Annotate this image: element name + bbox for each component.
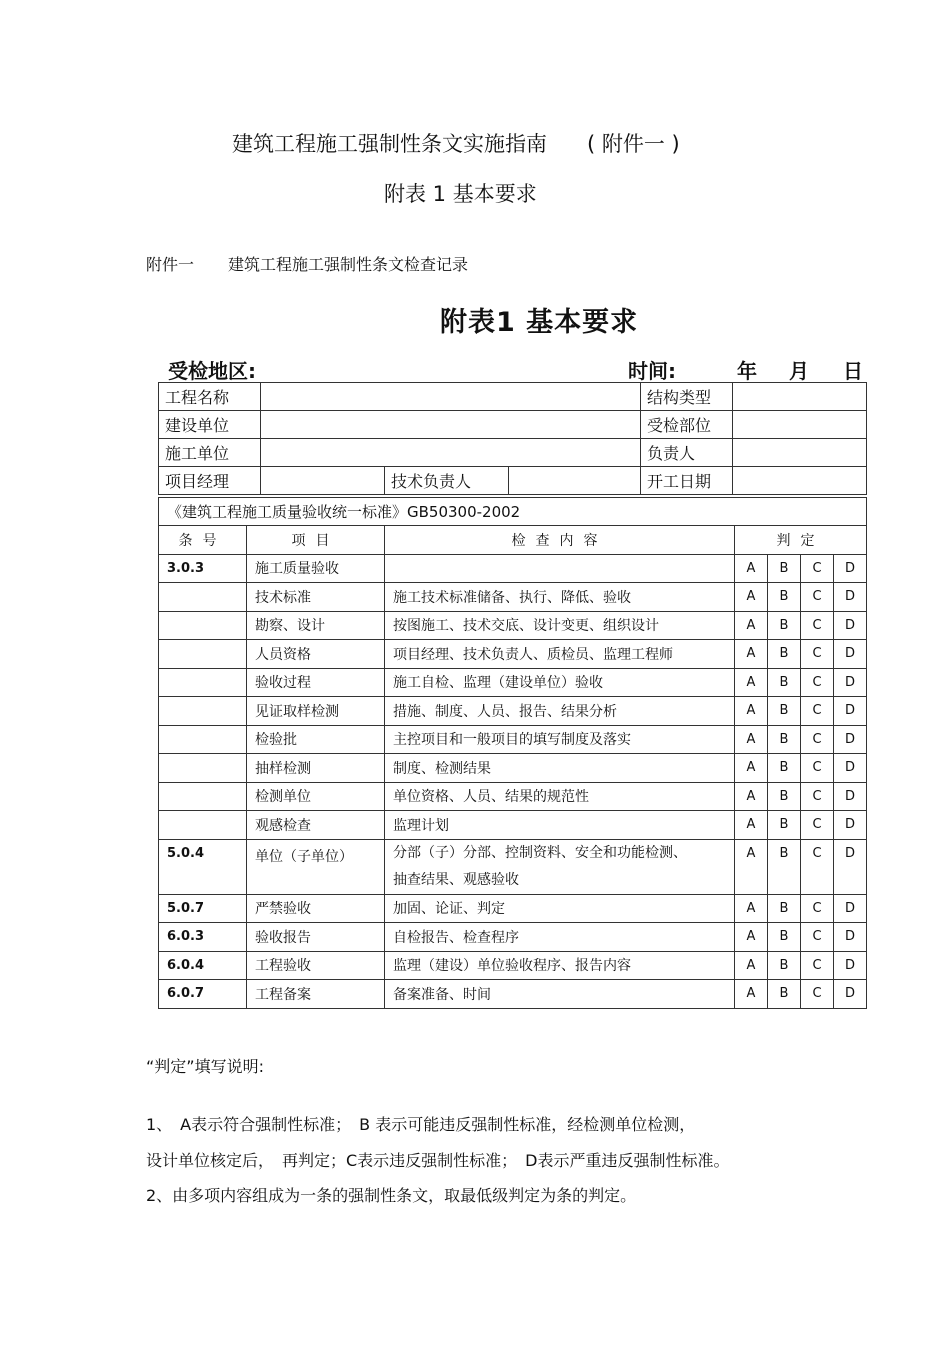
grade-option-d[interactable]: D (834, 839, 867, 894)
grade-option-b[interactable]: B (768, 951, 801, 980)
grade-option-d[interactable]: D (834, 923, 867, 952)
table-row (159, 611, 867, 640)
check-content: 单位资格、人员、结果的规范性 (385, 782, 735, 811)
day-label: 日 (843, 359, 863, 383)
grade-option-c[interactable]: C (801, 839, 834, 894)
grade-option-d[interactable]: D (834, 951, 867, 980)
table-row (159, 811, 867, 840)
attachment-text: 建筑工程施工强制性条文检查记录 (228, 255, 469, 274)
time-label: 时间: (628, 359, 676, 383)
clause-code (159, 697, 247, 726)
grade-option-a[interactable]: A (735, 640, 768, 669)
grade-option-d[interactable]: D (834, 980, 867, 1009)
check-content: 主控项目和一般项目的填写制度及落实 (385, 725, 735, 754)
grade-option-d[interactable]: D (834, 725, 867, 754)
project-manager-field[interactable] (261, 467, 385, 495)
header-row (159, 526, 867, 555)
header-judge: 判定 (735, 526, 867, 555)
note-line: 1、 A表示符合强制性标准； B 表示可能违反强制性标准，经检测单位检测， (146, 1115, 696, 1134)
item-name: 工程备案 (247, 980, 385, 1009)
grade-option-a[interactable]: A (735, 980, 768, 1009)
check-content: 备案准备、时间 (385, 980, 735, 1009)
grade-option-d[interactable]: D (834, 754, 867, 783)
item-name: 单位（子单位） (247, 839, 385, 894)
clause-code: 6.0.3 (159, 923, 247, 952)
owner-field[interactable] (261, 411, 641, 439)
header-item: 项目 (247, 526, 385, 555)
check-content-line: 抽查结果、观感验收 (393, 871, 519, 888)
grade-option-a[interactable]: A (735, 583, 768, 612)
grade-option-d[interactable]: D (834, 554, 867, 583)
grade-option-b[interactable]: B (768, 811, 801, 840)
item-name: 检验批 (247, 725, 385, 754)
grade-option-c[interactable]: C (801, 811, 834, 840)
field-label: 结构类型 (641, 383, 733, 411)
item-rows (159, 554, 867, 1008)
table-row (159, 951, 867, 980)
grade-option-b[interactable]: B (768, 782, 801, 811)
field-label: 项目经理 (159, 467, 261, 495)
clause-code: 6.0.7 (159, 980, 247, 1009)
grade-option-c[interactable]: C (801, 951, 834, 980)
document-subtitle: 附表 1 基本要求 (384, 182, 537, 206)
form-row-contractor (159, 439, 867, 467)
check-content: 施工自检、监理（建设单位）验收 (385, 668, 735, 697)
grade-option-b[interactable]: B (768, 754, 801, 783)
grade-option-c[interactable]: C (801, 894, 834, 923)
clause-code (159, 725, 247, 754)
check-content: 按图施工、技术交底、设计变更、组织设计 (385, 611, 735, 640)
form-row-manager (159, 467, 867, 495)
check-content: 监理计划 (385, 811, 735, 840)
project-name-field[interactable] (261, 383, 641, 411)
grade-option-b[interactable]: B (768, 668, 801, 697)
grade-option-b[interactable]: B (768, 894, 801, 923)
note-line: 2、由多项内容组成为一条的强制性条文，取最低级判定为条的判定。 (146, 1186, 637, 1205)
clause-code (159, 668, 247, 697)
clause-code (159, 640, 247, 669)
document-title (232, 128, 680, 158)
check-content-line: 分部（子）分部、控制资料、安全和功能检测、 (393, 844, 687, 861)
grade-option-b[interactable]: B (768, 839, 801, 894)
table-row (159, 923, 867, 952)
clause-code (159, 583, 247, 612)
attachment-line (146, 252, 468, 275)
inspected-part-field[interactable] (733, 411, 867, 439)
table-row (159, 980, 867, 1009)
item-name: 人员资格 (247, 640, 385, 669)
grade-option-c[interactable]: C (801, 583, 834, 612)
grade-option-b[interactable]: B (768, 697, 801, 726)
item-name: 严禁验收 (247, 894, 385, 923)
grade-option-c[interactable]: C (801, 754, 834, 783)
clause-code (159, 754, 247, 783)
attachment-label: 附件一 (146, 255, 195, 274)
start-date-field[interactable] (733, 467, 867, 495)
grade-option-a[interactable]: A (735, 839, 768, 894)
grade-option-a[interactable]: A (735, 697, 768, 726)
clause-code: 3.0.3 (159, 554, 247, 583)
grade-option-a[interactable]: A (735, 611, 768, 640)
grade-option-a[interactable]: A (735, 725, 768, 754)
item-name: 观感检查 (247, 811, 385, 840)
item-name: 见证取样检测 (247, 697, 385, 726)
grade-option-b[interactable]: B (768, 554, 801, 583)
month-label: 月 (789, 359, 809, 383)
form-row-owner (159, 411, 867, 439)
check-content: 措施、制度、人员、报告、结果分析 (385, 697, 735, 726)
notes-title: “判定”填写说明: (146, 1057, 264, 1076)
field-label: 负责人 (641, 439, 733, 467)
grade-option-c[interactable]: C (801, 668, 834, 697)
check-content (385, 839, 735, 894)
table-row (159, 782, 867, 811)
structure-type-field[interactable] (733, 383, 867, 411)
item-name: 勘察、设计 (247, 611, 385, 640)
grade-option-b[interactable]: B (768, 583, 801, 612)
grade-option-a[interactable]: A (735, 923, 768, 952)
table-row (159, 754, 867, 783)
table-title: 附表1 基本要求 (440, 307, 639, 338)
grade-option-b[interactable]: B (768, 923, 801, 952)
grade-option-b[interactable]: B (768, 611, 801, 640)
standard-row (159, 498, 867, 526)
table-row (159, 894, 867, 923)
grade-option-c[interactable]: C (801, 923, 834, 952)
table-row (159, 725, 867, 754)
grade-option-c[interactable]: C (801, 782, 834, 811)
grade-option-a[interactable]: A (735, 754, 768, 783)
grade-option-d[interactable]: D (834, 894, 867, 923)
grade-option-a[interactable]: A (735, 554, 768, 583)
grade-option-a[interactable]: A (735, 782, 768, 811)
check-content: 施工技术标准储备、执行、降低、验收 (385, 583, 735, 612)
grade-option-d[interactable]: D (834, 611, 867, 640)
grade-option-c[interactable]: C (801, 980, 834, 1009)
table-row (159, 554, 867, 583)
form-row-project-name (159, 383, 867, 411)
grade-option-d[interactable]: D (834, 782, 867, 811)
basic-info-table (158, 382, 867, 495)
field-label: 受检部位 (641, 411, 733, 439)
table-row (159, 839, 867, 894)
grade-option-b[interactable]: B (768, 980, 801, 1009)
person-in-charge-field[interactable] (733, 439, 867, 467)
clause-code (159, 782, 247, 811)
item-name: 验收过程 (247, 668, 385, 697)
grade-option-d[interactable]: D (834, 697, 867, 726)
check-content: 监理（建设）单位验收程序、报告内容 (385, 951, 735, 980)
inspection-items-table (158, 497, 867, 1009)
grade-option-b[interactable]: B (768, 640, 801, 669)
grade-option-d[interactable]: D (834, 811, 867, 840)
field-label: 施工单位 (159, 439, 261, 467)
grade-option-d[interactable]: D (834, 583, 867, 612)
year-label: 年 (737, 359, 757, 383)
grade-option-c[interactable]: C (801, 554, 834, 583)
grade-option-d[interactable]: D (834, 668, 867, 697)
table-row (159, 640, 867, 669)
grade-option-c[interactable]: C (801, 640, 834, 669)
table-row (159, 697, 867, 726)
grade-option-a[interactable]: A (735, 811, 768, 840)
contractor-field[interactable] (261, 439, 641, 467)
table-row (159, 668, 867, 697)
title-text: 建筑工程施工强制性条文实施指南 (232, 132, 547, 156)
grade-option-b[interactable]: B (768, 725, 801, 754)
clause-code (159, 811, 247, 840)
item-name: 技术标准 (247, 583, 385, 612)
grade-option-a[interactable]: A (735, 894, 768, 923)
check-content: 自检报告、检查程序 (385, 923, 735, 952)
field-label: 开工日期 (641, 467, 733, 495)
item-name: 工程验收 (247, 951, 385, 980)
item-name: 抽样检测 (247, 754, 385, 783)
clause-code (159, 611, 247, 640)
item-name: 检测单位 (247, 782, 385, 811)
item-name: 施工质量验收 (247, 554, 385, 583)
grade-option-c[interactable]: C (801, 611, 834, 640)
check-content: 加固、论证、判定 (385, 894, 735, 923)
grade-option-a[interactable]: A (735, 951, 768, 980)
field-label: 技术负责人 (385, 467, 509, 495)
title-paren: ( 附件一 ) (587, 132, 680, 156)
grade-option-d[interactable]: D (834, 640, 867, 669)
note-line: 设计单位核定后， 再判定；C表示违反强制性标准； D表示严重违反强制性标准。 (146, 1151, 730, 1170)
clause-code: 6.0.4 (159, 951, 247, 980)
tech-lead-field[interactable] (509, 467, 641, 495)
clause-code: 5.0.4 (159, 839, 247, 894)
item-name: 验收报告 (247, 923, 385, 952)
check-content: 项目经理、技术负责人、质检员、监理工程师 (385, 640, 735, 669)
check-content (385, 554, 735, 583)
table-row (159, 583, 867, 612)
grade-option-c[interactable]: C (801, 725, 834, 754)
field-label: 工程名称 (159, 383, 261, 411)
header-code: 条号 (159, 526, 247, 555)
standard-name: 《建筑工程施工质量验收统一标准》GB50300-2002 (159, 498, 867, 526)
field-label: 建设单位 (159, 411, 261, 439)
grade-option-c[interactable]: C (801, 697, 834, 726)
check-content: 制度、检测结果 (385, 754, 735, 783)
grade-option-a[interactable]: A (735, 668, 768, 697)
clause-code: 5.0.7 (159, 894, 247, 923)
header-content: 检查内容 (385, 526, 735, 555)
region-label: 受检地区: (168, 359, 256, 383)
